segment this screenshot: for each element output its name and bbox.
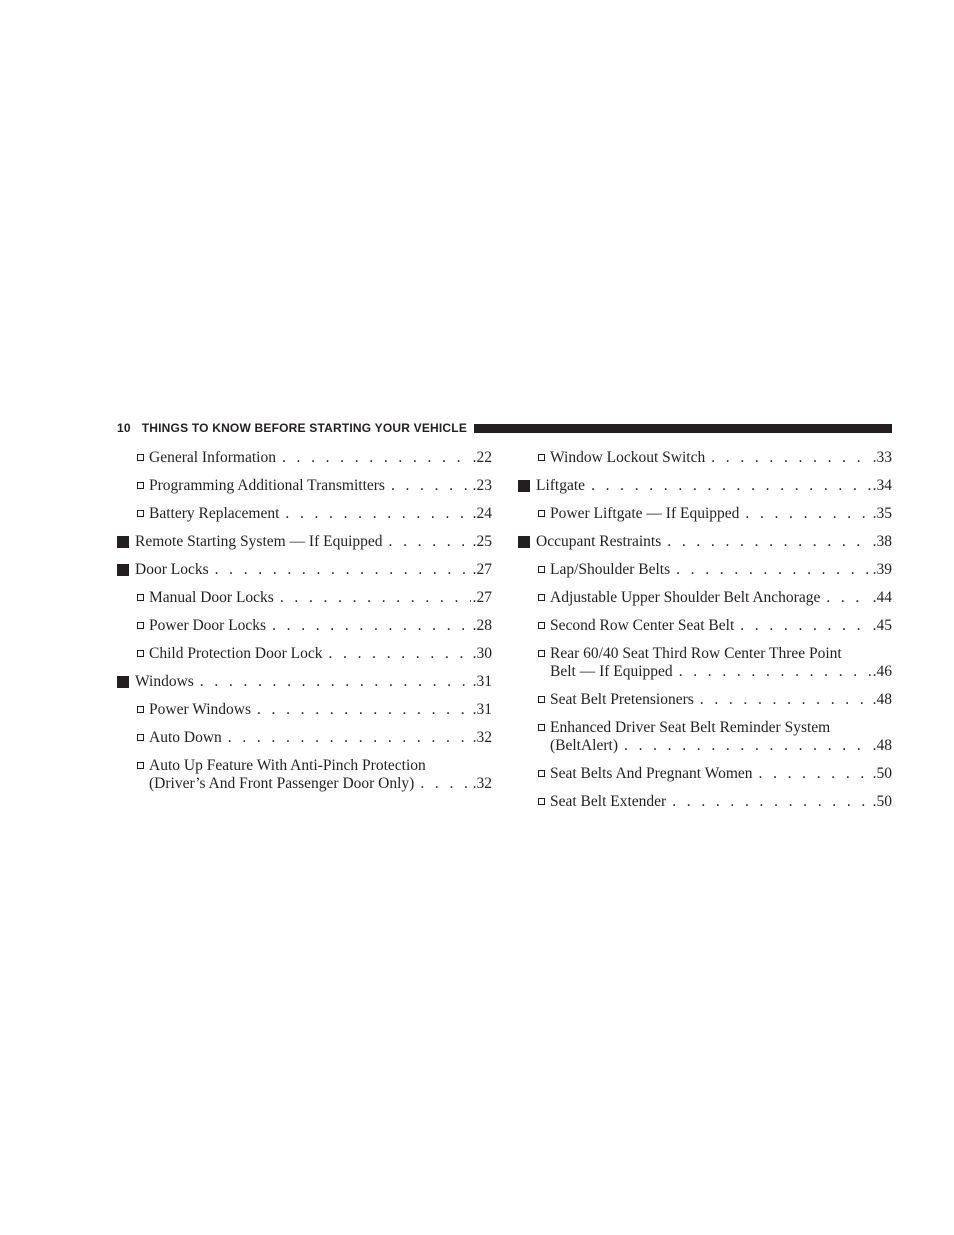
toc-entry[interactable] xyxy=(117,477,492,495)
hollow-square-bullet-icon xyxy=(137,650,144,657)
toc-entry[interactable] xyxy=(518,793,892,811)
toc-entry[interactable] xyxy=(117,701,492,719)
hollow-square-bullet-icon xyxy=(137,762,144,769)
toc-entry[interactable] xyxy=(117,561,492,579)
hollow-square-bullet-icon xyxy=(538,650,545,657)
toc-entry-page: .28 xyxy=(472,617,492,634)
toc-entry-label: Auto Down xyxy=(149,729,222,746)
toc-entry-label: Seat Belt Pretensioners xyxy=(550,691,694,708)
toc-entry-label: Lap/Shoulder Belts xyxy=(550,561,671,578)
filled-square-bullet-icon xyxy=(117,676,129,688)
toc-entry[interactable] xyxy=(518,691,892,709)
dot-leader xyxy=(679,663,871,681)
toc-entry-page: .24 xyxy=(472,505,492,522)
toc-entry-label: Manual Door Locks xyxy=(149,589,274,606)
filled-square-bullet-icon xyxy=(117,536,129,548)
dot-leader xyxy=(329,645,471,663)
hollow-square-bullet-icon xyxy=(137,454,144,461)
toc-entry-page: .32 xyxy=(472,775,492,792)
toc-entry[interactable] xyxy=(518,561,892,579)
toc-entry[interactable] xyxy=(117,589,492,607)
toc-entry-label: Enhanced Driver Seat Belt Reminder System xyxy=(550,719,831,736)
filled-square-bullet-icon xyxy=(518,536,530,548)
toc-entry[interactable] xyxy=(518,449,892,467)
toc-entry[interactable] xyxy=(518,589,892,607)
filled-square-bullet-icon xyxy=(518,480,530,492)
dot-leader xyxy=(285,505,470,523)
dot-leader xyxy=(391,477,471,495)
page-header xyxy=(117,419,892,437)
toc-entry-label: Power Windows xyxy=(149,701,251,718)
toc-entry-label: Occupant Restraints xyxy=(536,533,662,550)
toc-entry[interactable] xyxy=(518,645,892,681)
hollow-square-bullet-icon xyxy=(137,594,144,601)
toc-entry-label: Auto Up Feature With Anti-Pinch Protection xyxy=(149,757,426,774)
dot-leader xyxy=(200,673,471,691)
toc-entry-page: .31 xyxy=(472,673,492,690)
toc-entry-page: .50 xyxy=(872,765,892,782)
toc-entry-page: .30 xyxy=(472,645,492,662)
toc-entry-label: Liftgate xyxy=(536,477,586,494)
toc-entry-label: Battery Replacement xyxy=(149,505,280,522)
toc-entry[interactable] xyxy=(518,765,892,783)
toc-entry[interactable] xyxy=(117,505,492,523)
hollow-square-bullet-icon xyxy=(538,594,545,601)
dot-leader xyxy=(759,765,871,783)
toc-entry[interactable] xyxy=(117,533,492,551)
hollow-square-bullet-icon xyxy=(538,454,545,461)
toc-entry-label: Child Protection Door Lock xyxy=(149,645,323,662)
toc-entry-page: .33 xyxy=(872,449,892,466)
toc-entry-label-continued: (BeltAlert) xyxy=(550,737,619,754)
toc-entry[interactable] xyxy=(117,673,492,691)
toc-entry-label: Rear 60/40 Seat Third Row Center Three Point xyxy=(550,645,842,662)
toc-entry[interactable] xyxy=(117,729,492,747)
toc-entry-page: .25 xyxy=(472,533,492,550)
dot-leader xyxy=(745,505,870,523)
dot-leader xyxy=(826,589,870,607)
header-rule xyxy=(474,424,892,433)
toc-entry-page: .48 xyxy=(872,737,892,754)
toc-entry-page: .45 xyxy=(872,617,892,634)
hollow-square-bullet-icon xyxy=(538,798,545,805)
toc-entry-page: .27 xyxy=(472,589,492,606)
toc-entry-label-continued: Belt — If Equipped xyxy=(550,663,673,680)
toc-entry-page: .31 xyxy=(472,701,492,718)
section-title: THINGS TO KNOW BEFORE STARTING YOUR VEHICLE xyxy=(141,421,468,435)
toc-entry-label: Seat Belts And Pregnant Women xyxy=(550,765,753,782)
dot-leader xyxy=(420,775,470,793)
hollow-square-bullet-icon xyxy=(137,706,144,713)
dot-leader xyxy=(228,729,471,747)
filled-square-bullet-icon xyxy=(117,564,129,576)
toc-entry[interactable] xyxy=(518,477,892,495)
toc-entry[interactable] xyxy=(518,533,892,551)
toc-entry-page: .35 xyxy=(872,505,892,522)
toc-entry[interactable] xyxy=(518,505,892,523)
toc-entry-label: Door Locks xyxy=(135,561,209,578)
dot-leader xyxy=(740,617,870,635)
hollow-square-bullet-icon xyxy=(137,510,144,517)
toc-entry-page: .48 xyxy=(872,691,892,708)
hollow-square-bullet-icon xyxy=(137,622,144,629)
toc-entry-page: .39 xyxy=(872,561,892,578)
dot-leader xyxy=(215,561,471,579)
dot-leader xyxy=(667,533,870,551)
dot-leader xyxy=(711,449,870,467)
hollow-square-bullet-icon xyxy=(538,622,545,629)
hollow-square-bullet-icon xyxy=(137,734,144,741)
toc-entry-page: .38 xyxy=(872,533,892,550)
toc-entry-page: .50 xyxy=(872,793,892,810)
toc-entry-label: Seat Belt Extender xyxy=(550,793,667,810)
hollow-square-bullet-icon xyxy=(538,696,545,703)
hollow-square-bullet-icon xyxy=(538,724,545,731)
toc-entry-page: .32 xyxy=(472,729,492,746)
toc-entry-label: Power Liftgate — If Equipped xyxy=(550,505,740,522)
toc-entry-page: .34 xyxy=(872,477,892,494)
dot-leader xyxy=(272,617,471,635)
toc-entry-label: Adjustable Upper Shoulder Belt Anchorage xyxy=(550,589,821,606)
dot-leader xyxy=(280,589,471,607)
dot-leader xyxy=(700,691,871,709)
toc-entry-label: Programming Additional Transmitters xyxy=(149,477,385,494)
toc-entry-page: .46 xyxy=(872,663,892,680)
toc-entry-label-continued: (Driver’s And Front Passenger Door Only) xyxy=(149,775,415,792)
toc-entry[interactable] xyxy=(518,719,892,755)
toc-entry-label: Second Row Center Seat Belt xyxy=(550,617,735,634)
toc-entry[interactable] xyxy=(518,617,892,635)
toc-entry[interactable] xyxy=(117,645,492,663)
dot-leader xyxy=(672,793,870,811)
hollow-square-bullet-icon xyxy=(137,482,144,489)
hollow-square-bullet-icon xyxy=(538,566,545,573)
toc-entry-label: Windows xyxy=(135,673,194,690)
toc-entry-page: .23 xyxy=(472,477,492,494)
toc-entry-label: Remote Starting System — If Equipped xyxy=(135,533,383,550)
dot-leader xyxy=(389,533,471,551)
toc-entry-label: Power Door Locks xyxy=(149,617,267,634)
page-number: 10 xyxy=(117,421,131,435)
toc-entry-page: .27 xyxy=(472,561,492,578)
dot-leader xyxy=(624,737,871,755)
toc-entry-label: Window Lockout Switch xyxy=(550,449,706,466)
toc-entry-label: General Information xyxy=(149,449,276,466)
dot-leader xyxy=(676,561,871,579)
dot-leader xyxy=(591,477,871,495)
toc-left-column xyxy=(117,449,492,803)
dot-leader xyxy=(257,701,471,719)
hollow-square-bullet-icon xyxy=(538,510,545,517)
hollow-square-bullet-icon xyxy=(538,770,545,777)
toc-entry-page: .44 xyxy=(872,589,892,606)
dot-leader xyxy=(282,449,471,467)
toc-entry[interactable] xyxy=(117,757,492,793)
toc-right-column xyxy=(518,449,892,821)
toc-entry[interactable] xyxy=(117,617,492,635)
toc-entry-page: .22 xyxy=(472,449,492,466)
toc-entry[interactable] xyxy=(117,449,492,467)
